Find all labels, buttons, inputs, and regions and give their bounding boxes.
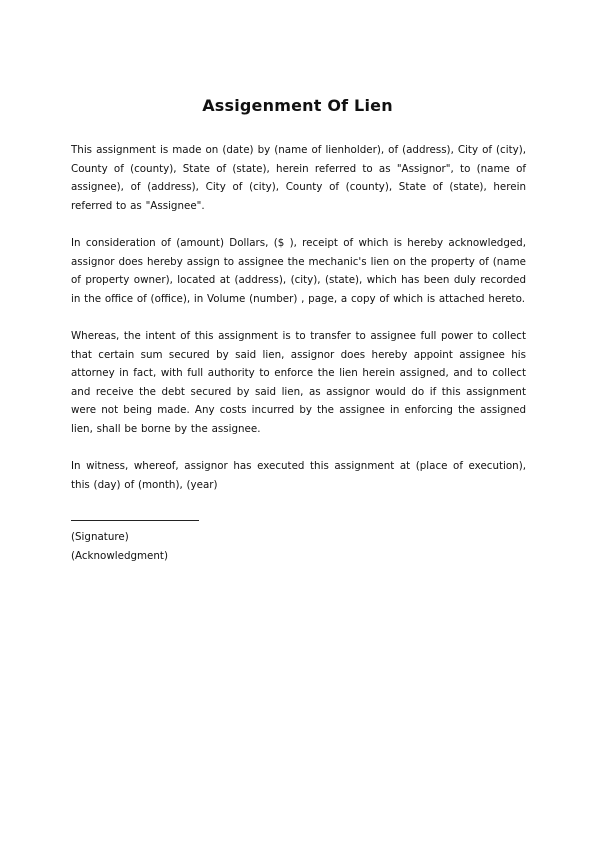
document-body [71, 141, 526, 513]
paragraph-intent: Whereas, the intent of this assignment is to transfer to assignee full power to collect that certain sum secured by said lien, assignor does hereby appoint assignee his attorney in fact, with full authority to enforce the lien herein assigned, and to collect and receive the debt secured by said lien, as assignor would do if this assignment were not being made. Any costs incurred by the assignee in enforcing the assigned lien, shall be borne by the assignee. [71, 330, 526, 435]
document-title: Assigenment Of Lien [202, 96, 393, 115]
signature-line [71, 520, 199, 521]
paragraph-witness: In witness, whereof, assignor has executed this assignment at (place of execution), this (day) of (month), (year) [71, 460, 526, 491]
paragraph-consideration: In consideration of (amount) Dollars, ($ ), receipt of which is hereby acknowledged, assignor does hereby assign to assignee the mechanic's lien on the property of (name of property owner), located at (address), (city), (state), which has been duly recorded in the office of (office), in Volume (number) , page, a copy of which is attached hereto. [71, 237, 526, 305]
acknowledgment-label: (Acknowledgment) [71, 549, 168, 562]
paragraph-assignment-parties: This assignment is made on (date) by (name of lienholder), of (address), City of (city), County of (county), State of (state), herein referred to as "Assignor", to (name of assignee), of (address), City of (city), County of (county), State of (state), herein referred to as "Assignee". [71, 144, 526, 212]
signature-label: (Signature) [71, 531, 129, 543]
signature-block [71, 528, 168, 565]
